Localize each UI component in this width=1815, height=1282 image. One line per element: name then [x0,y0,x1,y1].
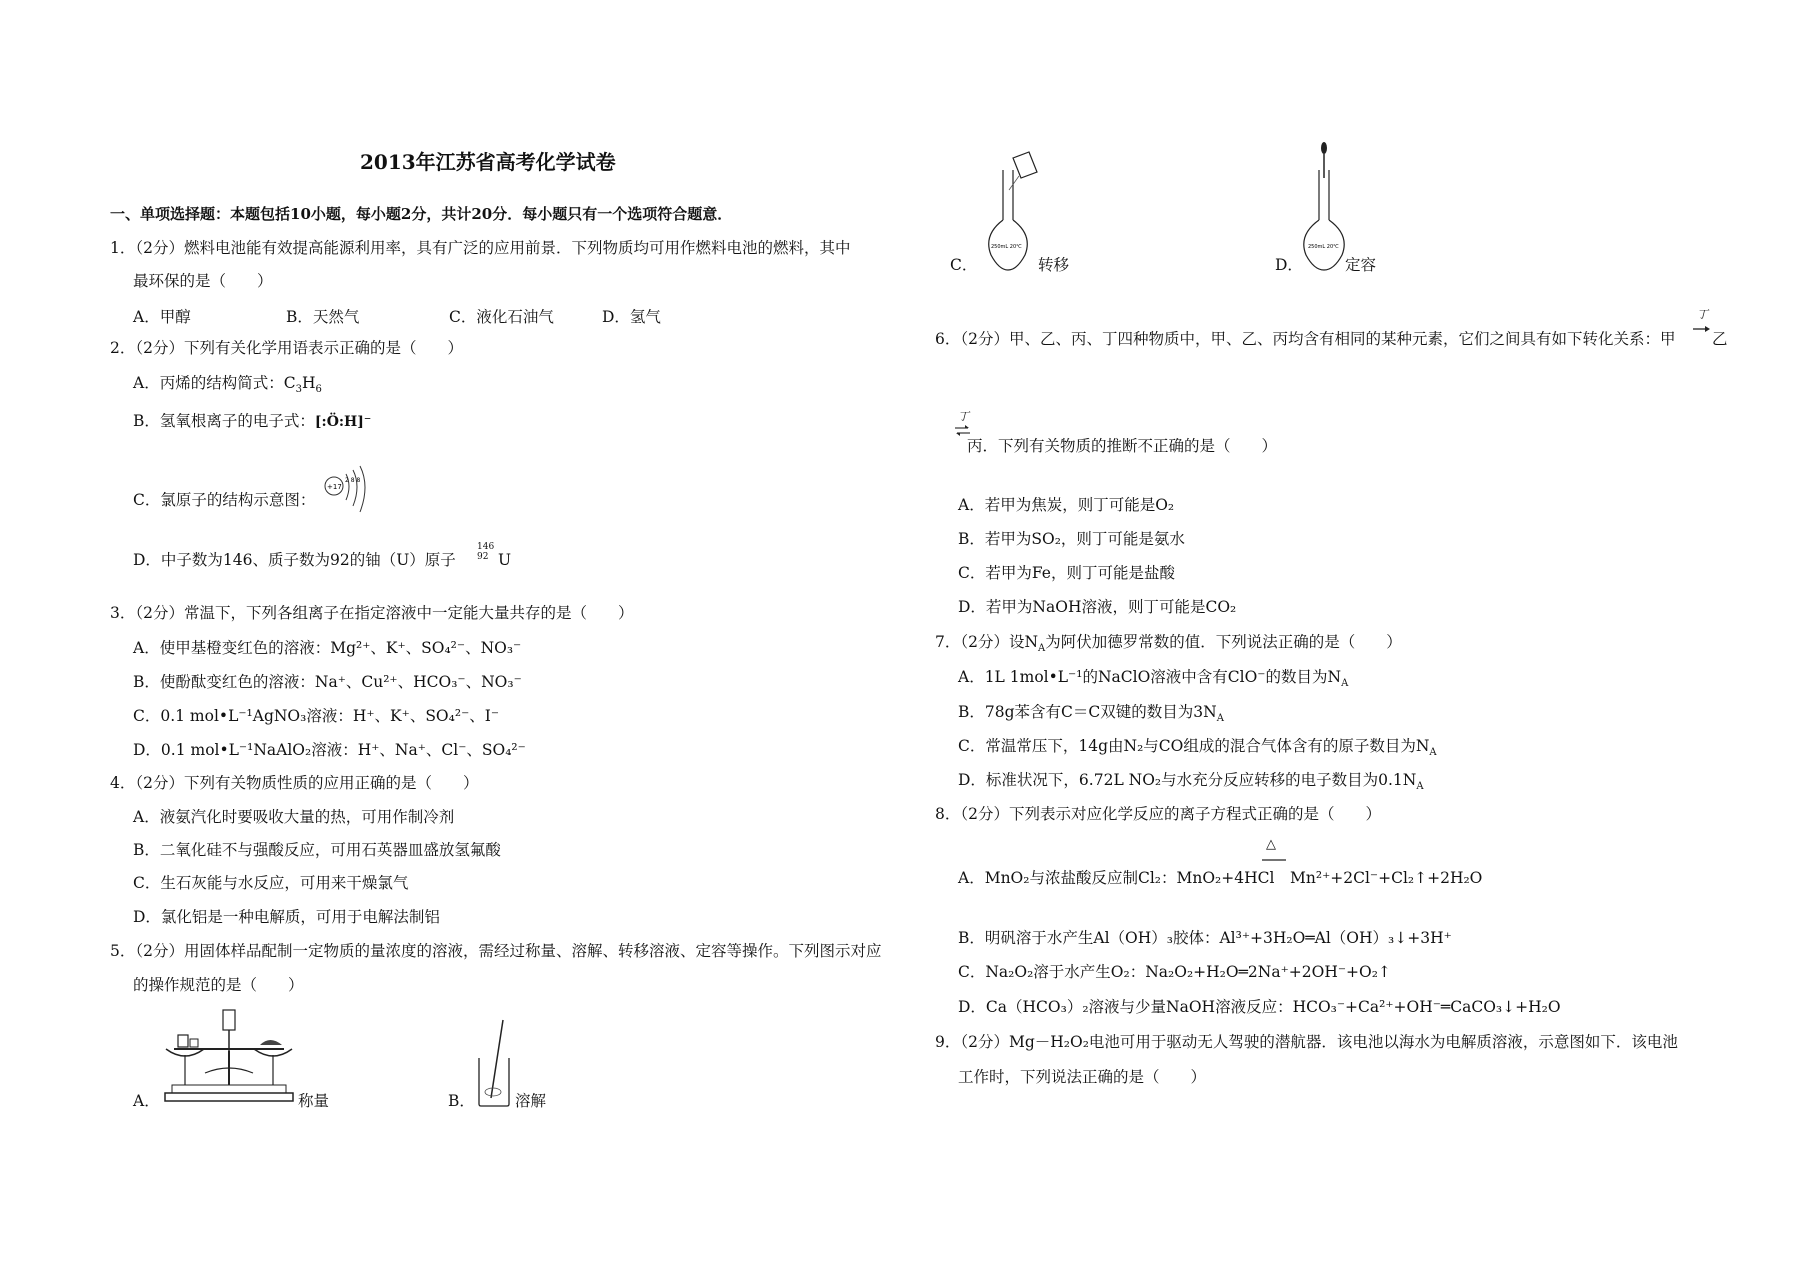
q8-option-d: D．Ca（HCO₃）₂溶液与少量NaOH溶液反应：HCO₃⁻+Ca²⁺+OH⁻═CaCO₃↓+H₂O [958,998,1561,1016]
q3-option-c: C．0.1 mol•L⁻¹AgNO₃溶液：H⁺、K⁺、SO₄²⁻、I⁻ [133,707,500,725]
q5-option-c-label: 转移 [1038,256,1070,274]
atom-structure-diagram [322,468,374,518]
flask-d-label: 250mL 20℃ [1308,244,1339,250]
q8-option-a: A．MnO₂与浓盐酸反应制Cl₂：MnO₂+4HCl [958,869,1275,887]
q5-stem-line2: 的操作规范的是（ ） [133,976,304,994]
q6-option-b: B．若甲为SO₂，则丁可能是氨水 [958,530,1185,548]
q7-option-c: C．常温常压下，14g由N₂与CO组成的混合气体含有的原子数目为$N_A$ [958,737,1437,759]
q8-option-a-products: Mn²⁺+2Cl⁻+Cl₂↑+2H₂O [1290,869,1483,887]
q8-heat-sign: △ [1266,837,1276,852]
q1-stem-line2: 最环保的是（ ） [133,272,273,290]
nucleus-label: +17 [327,483,342,491]
q4-option-a: A．液氨汽化时要吸收大量的热，可用作制冷剂 [133,808,455,826]
q1-option-d: D．氢气 [602,308,661,326]
q5-option-b-label: 溶解 [515,1092,547,1110]
q3-option-a: A．使甲基橙变红色的溶液：Mg²⁺、K⁺、SO₄²⁻、NO₃⁻ [133,639,522,657]
nuclide-mass-number: 146 [477,542,495,552]
q8-reaction-line [1262,858,1286,862]
q5-option-d-letter: D． [1275,256,1303,274]
q5-option-a-letter: A． [133,1092,160,1110]
q1-option-a: A．甲醇 [133,308,191,326]
q8-stem: 8．（2分）下列表示对应化学反应的离子方程式正确的是（ ） [935,805,1381,823]
q1-option-b: B．天然气 [286,308,360,326]
page-title: 2013年江苏省高考化学试卷 [360,150,616,174]
q1-stem-line1: 1．（2分）燃料电池能有效提高能源利用率，具有广泛的应用前景．下列物质均可用作燃料电池的燃料，其中 [110,239,851,257]
q3-stem: 3．（2分）常温下，下列各组离子在指定溶液中一定能大量共存的是（ ） [110,604,634,622]
q1-option-c: C．液化石油气 [449,308,554,326]
flask-c-label: 250mL 20℃ [991,244,1022,250]
q4-option-c: C．生石灰能与水反应，可用来干燥氯气 [133,874,409,892]
shell-electrons-label: 2 8 8 [345,477,361,484]
q2-option-b: B．氢氧根离子的电子式：[:Ö:H]⁻ [133,412,372,430]
nuclide-symbol: U [498,551,512,569]
q2-stem: 2．（2分）下列有关化学用语表示正确的是（ ） [110,339,463,357]
q5-stem-line1: 5．（2分）用固体样品配制一定物质的量浓度的溶液，需经过称量、溶解、转移溶液、定容等操作。下列图示对应 [110,942,882,960]
q8-option-c: C．Na₂O₂溶于水产生O₂：Na₂O₂+H₂O═2Na⁺+2OH⁻+O₂↑ [958,963,1391,981]
q2-option-c: C．氯原子的结构示意图： [133,491,316,509]
q2-option-d: D．中子数为146、质子数为92的铀（U）原子 [133,551,456,569]
q6-arrow2-label: 丁 [958,410,969,423]
q5-option-d-label: 定容 [1345,256,1377,274]
q4-option-d: D．氯化铝是一种电解质，可用于电解法制铝 [133,908,440,926]
q4-option-b: B．二氧化硅不与强酸反应，可用石英器皿盛放氢氟酸 [133,841,501,859]
section-heading: 一、单项选择题：本题包括10小题，每小题2分，共计20分．每小题只有一个选项符合题意． [110,205,733,223]
electron-formula: [:Ö:H]⁻ [314,414,372,430]
balance-scale-figure [160,1005,295,1105]
q6-option-c: C．若甲为Fe，则丁可能是盐酸 [958,564,1175,582]
q3-option-b: B．使酚酞变红色的溶液：Na⁺、Cu²⁺、HCO₃⁻、NO₃⁻ [133,673,522,691]
q3-option-d: D．0.1 mol•L⁻¹NaAlO₂溶液：H⁺、Na⁺、Cl⁻、SO₄²⁻ [133,741,526,759]
beaker-glass-rod-figure [475,1018,515,1108]
q7-option-d: D．标准状况下，6.72L NO₂与水充分反应转移的电子数目为$0.1N_A$ [958,771,1424,793]
q6-option-a: A．若甲为焦炭，则丁可能是O₂ [958,496,1175,514]
q5-option-a-label: 称量 [298,1092,330,1110]
flask-transfer-figure [985,150,1045,275]
q6-stem-line1-end: 乙 [1712,330,1728,348]
q6-option-d: D．若甲为NaOH溶液，则丁可能是CO₂ [958,598,1237,616]
q9-stem-line1: 9．（2分）Mg－H₂O₂电池可用于驱动无人驾驶的潜航器．该电池以海水为电解质溶液，示意图如下．该电池 [935,1033,1678,1051]
q5-option-b-letter: B． [448,1092,475,1110]
q4-stem: 4．（2分）下列有关物质性质的应用正确的是（ ） [110,774,479,792]
q6-stem-line2: 丙．下列有关物质的推断不正确的是（ ） [967,437,1278,455]
q8-option-b: B．明矾溶于水产生Al（OH）₃胶体：Al³⁺+3H₂O═Al（OH）₃↓+3H⁺ [958,929,1452,947]
q6-stem-line1: 6．（2分）甲、乙、丙、丁四种物质中，甲、乙、丙均含有相同的某种元素，它们之间具有如下转化关系：甲 [935,330,1676,348]
q5-option-c-letter: C． [950,256,978,274]
q7-option-b: B．78g苯含有C＝C双键的数目为$3N_A$ [958,703,1224,725]
q7-stem: 7．（2分）设$N_A$为阿伏加德罗常数的值．下列说法正确的是（ ） [935,633,1402,655]
q2-option-a: A．丙烯的结构简式：$C_3H_6$ [133,374,322,396]
nuclide-atomic-number: 92 [477,552,489,562]
q7-option-a: A．1L 1mol•L⁻¹的NaClO溶液中含有ClO⁻的数目为$N_A$ [958,668,1349,690]
q6-reaction-arrow-1 [1693,325,1711,333]
q6-arrow1-label: 丁 [1697,308,1708,321]
q9-stem-line2: 工作时，下列说法正确的是（ ） [958,1068,1207,1086]
